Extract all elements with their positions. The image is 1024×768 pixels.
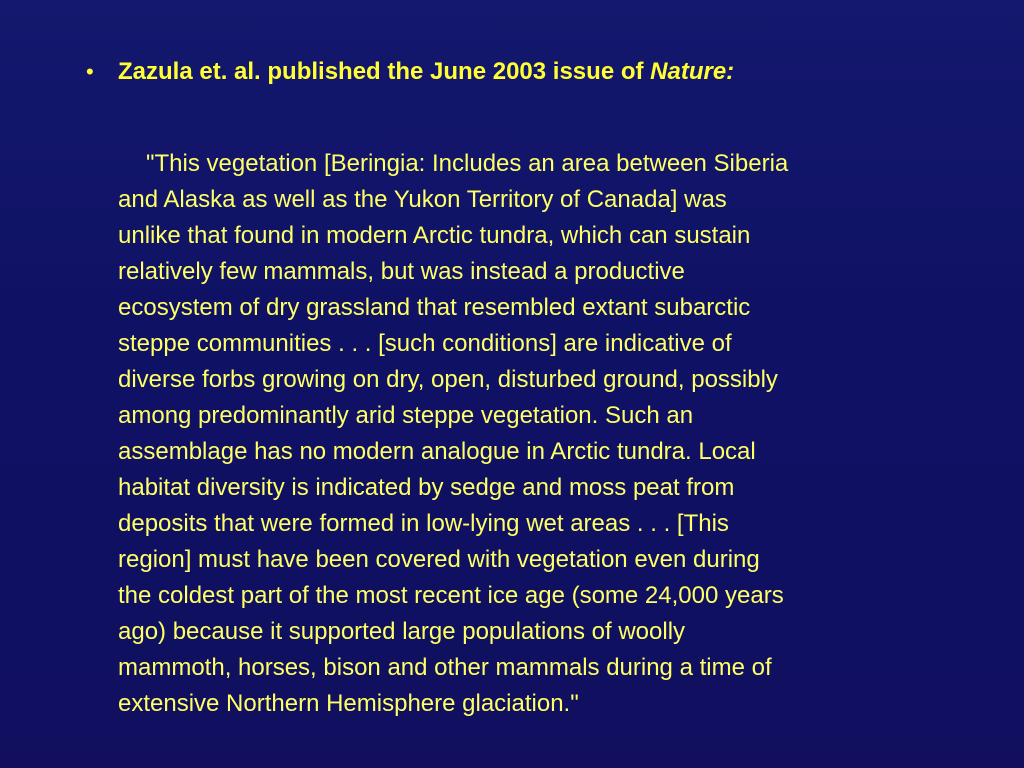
quote-line: ago) because it supported large populations of woolly (118, 618, 686, 645)
quote-line: among predominantly arid steppe vegetation. Such an (118, 402, 694, 429)
quote-line: ecosystem of dry grassland that resembled extant subarctic (118, 294, 751, 321)
quote-block (118, 146, 953, 722)
quote-line: "This vegetation [Beringia: Includes an area between Siberia (146, 150, 789, 177)
quote-line: diverse forbs growing on dry, open, disturbed ground, possibly (118, 366, 778, 393)
quote-line: steppe communities . . . [such conditions] are indicative of (118, 330, 732, 357)
bullet-icon: • (86, 59, 94, 84)
quote-line: relatively few mammals, but was instead a productive (118, 258, 685, 285)
bullet-text-main: Zazula et. al. published the June 2003 issue of (118, 58, 651, 85)
bullet-heading (86, 52, 986, 92)
quote-line: the coldest part of the most recent ice age (some 24,000 years (118, 582, 784, 609)
quote-line: deposits that were formed in low-lying wet areas . . . [This (118, 510, 729, 537)
journal-name: Nature: (650, 58, 735, 85)
quote-line: extensive Northern Hemisphere glaciation." (118, 690, 579, 717)
quote-line: habitat diversity is indicated by sedge and moss peat from (118, 474, 735, 501)
quote-line: mammoth, horses, bison and other mammals during a time of (118, 654, 772, 681)
quote-line: and Alaska as well as the Yukon Territory of Canada] was (118, 186, 727, 213)
quote-line: assemblage has no modern analogue in Arctic tundra. Local (118, 438, 756, 465)
quote-line: region] must have been covered with vegetation even during (118, 546, 760, 573)
quote-line: unlike that found in modern Arctic tundra, which can sustain (118, 222, 751, 249)
bullet-text (118, 52, 734, 92)
